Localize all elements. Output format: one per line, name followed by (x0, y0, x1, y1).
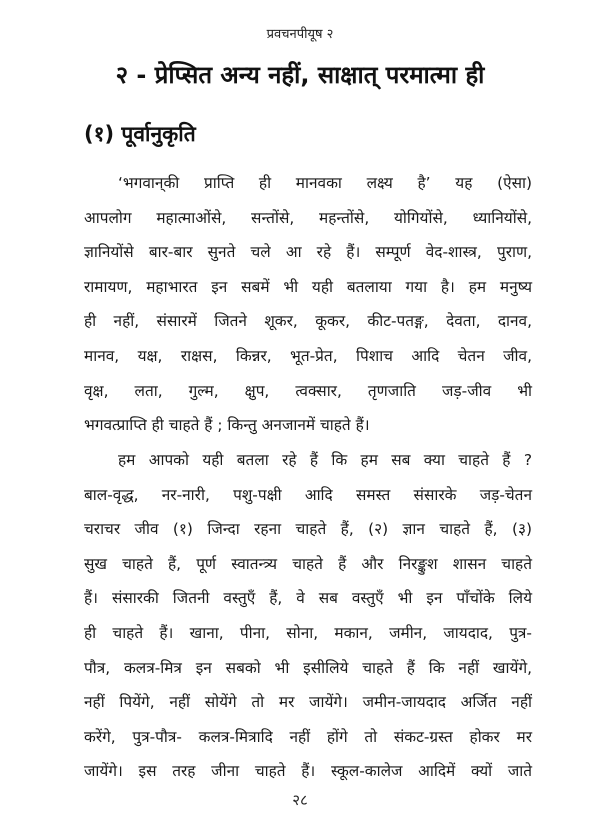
text-line: जायेंगे। इस तरह जीना चाहते हैं। स्कूल-कालेज आदिमें क्यों जाते (84, 762, 532, 781)
text-line: रामायण, महाभारत इन सबमें भी यही बतलाया गया है। हम मनुष्य (84, 277, 532, 296)
text-line: हैं। संसारकी जितनी वस्तुएँ हैं, वे सब वस्तुएँ भी इन पाँचोंके लिये (84, 589, 532, 608)
text-line: ज्ञानियोंसे बार-बार सुनते चले आ रहे हैं। सम्पूर्ण वेद-शास्त्र, पुराण, (84, 243, 532, 262)
text-line: मानव, यक्ष, राक्षस, किन्नर, भूत-प्रेत, पिशाच आदि चेतन जीव, (84, 346, 532, 365)
text-line: चराचर जीव (१) जिन्दा रहना चाहते हैं, (२) ज्ञान चाहते हैं, (३) (84, 520, 532, 539)
paragraph-1 (84, 166, 532, 443)
text-line: बाल-वृद्ध, नर-नारी, पशु-पक्षी आदि समस्त संसारके जड़-चेतन (84, 485, 532, 504)
running-header: प्रवचनपीयूष २ (266, 27, 334, 42)
text-line: करेंगे, पुत्र-पौत्र- कलत्र-मित्रादि नहीं होंगे तो संकट-ग्रस्त होकर मर (84, 727, 532, 746)
text-line: पौत्र, कलत्र-मित्र इन सबको भी इसीलिये चाहते हैं कि नहीं खायेंगे, (84, 658, 532, 677)
text-line: सुख चाहते हैं, पूर्ण स्वातन्त्र्य चाहते हैं और निरङ्कुश शासन चाहते (84, 554, 532, 573)
page-number: २८ (292, 791, 308, 809)
chapter-title: २ - प्रेप्सित अन्य नहीं, साक्षात् परमात्मा ही (115, 61, 485, 89)
text-line: ‘भगवान्‌की प्राप्ति ही मानवका लक्ष्य है’ यह (ऐसा) (118, 174, 532, 192)
paragraph-2 (84, 443, 532, 789)
text-line: ही नहीं, संसारमें जितने शूकर, कूकर, कीट-पतङ्ग, देवता, दानव, (84, 312, 532, 331)
text-line: ही चाहते हैं। खाना, पीना, सोना, मकान, जमीन, जायदाद, पुत्र- (84, 623, 532, 642)
text-line: हम आपको यही बतला रहे हैं कि हम सब क्या चाहते हैं ? (118, 451, 532, 469)
text-line: नहीं पियेंगे, नहीं सोयेंगे तो मर जायेंगे। जमीन-जायदाद अर्जित नहीं (84, 693, 532, 712)
text-line: आपलोग महात्माओंसे, सन्तोंसे, महन्तोंसे, योगियोंसे, ध्यानियोंसे, (84, 208, 532, 227)
section-heading: (१) पूर्वानुकृति (84, 122, 196, 146)
text-line: भगवत्प्राप्ति ही चाहते हैं ; किन्तु अनजानमें चाहते हैं। (84, 416, 370, 435)
text-line: वृक्ष, लता, गुल्म, क्षुप, त्वक्सार, तृणजाति जड़-जीव भी (84, 381, 532, 400)
